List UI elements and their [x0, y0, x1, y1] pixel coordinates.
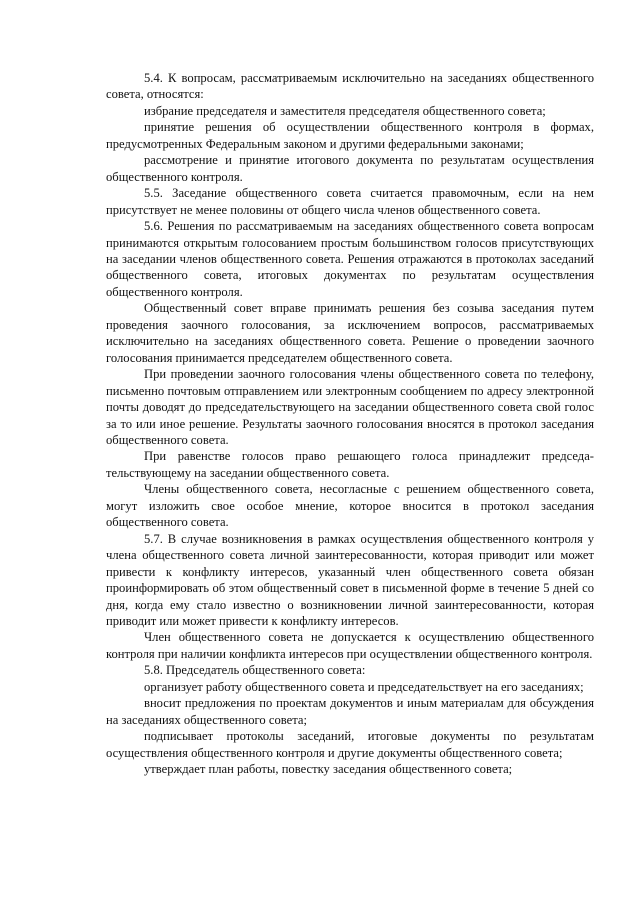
- paragraph-5-8-item-organizes: организует работу общественного совета и председательствует на его заседаниях;: [144, 679, 584, 694]
- paragraph-5-7: 5.7. В случае возникновения в рамках осуществления общественного контроля у члена общественного совета личной заинтересованности, которая приводит или может привести к конфликту интересов, указанный член общественного совета обязан проинформировать об этом общественный совет в письменной форме в течение 5 дней со дня, когда ему стало известно о возникновении личной заинтересованности, которая приводит или может привести к конфликту интересов.: [106, 531, 594, 628]
- paragraph-5-8-item-approves: утверждает план работы, повестку заседания общественного совета;: [144, 762, 513, 777]
- paragraph-tie-vote: При равенстве голосов право решающего голоса принадлежит председательствующему на заседании общественного совета.: [106, 449, 594, 480]
- paragraph-conflict-of-interest: Член общественного совета не допускается к осуществлению общественного контроля при наличии конфликта интересов при осуществлении общественного контроля.: [106, 630, 594, 661]
- paragraph-5-4-item-final-document: рассмотрение и принятие итогового документа по результатам осуществления общественного контроля.: [106, 153, 594, 184]
- paragraph-absentee-voting-procedure: При проведении заочного голосования члены общественного совета по телефону, письменно почтовым отправлением или электронным сообщением по адресу электронной почты доводят до председательствующего на заседании общественного совета свой голос за то или иное решение. Результаты заочного голосования вносятся в протокол заседания общественного совета.: [106, 367, 594, 447]
- paragraph-5-4: 5.4. К вопросам, рассматриваемым исключительно на заседаниях общественного совета, относятся:: [106, 71, 594, 102]
- paragraph-5-6: 5.6. Решения по рассматриваемым на заседаниях общественного совета вопросам принимаются открытым голосованием простым большинством голосов присутствующих на заседании членов общественного совета. Решения отражаются в протоколах заседаний общественного совета, итоговых документах по результатам осуществления общественного контроля.: [106, 219, 594, 299]
- paragraph-5-8-item-proposals: вносит предложения по проектам документов и иным материалам для обсуждения на заседаниях общественного совета;: [106, 696, 594, 727]
- paragraph-5-8: 5.8. Председатель общественного совета:: [144, 663, 366, 678]
- paragraph-dissenting-opinion: Члены общественного совета, несогласные с решением общественного совета, могут изложить свое особое мнение, которое вносится в протокол заседания общественного совета.: [106, 482, 594, 530]
- paragraph-5-8-item-signs: подписывает протоколы заседаний, итоговые документы по результатам осуществления общественного контроля и другие документы общественного совета;: [106, 729, 594, 760]
- paragraph-5-5: 5.5. Заседание общественного совета считается правомочным, если на нем присутствует не менее половины от общего числа членов общественного совета.: [106, 186, 594, 217]
- paragraph-5-4-item-control-decision: принятие решения об осуществлении общественного контроля в формах, предусмотренных Федеральным законом и другими федеральными законами;: [106, 120, 594, 151]
- document-page: [106, 70, 594, 777]
- paragraph-5-4-item-election: избрание председателя и заместителя председателя общественного совета;: [144, 103, 546, 118]
- paragraph-absentee-voting: Общественный совет вправе принимать решения без созыва заседания путем проведения заочного голосования, за исключением вопросов, рассматриваемых исключительно на заседаниях общественного совета. Решение о проведении заочного голосования принимается председателем общественного совета.: [106, 301, 594, 365]
